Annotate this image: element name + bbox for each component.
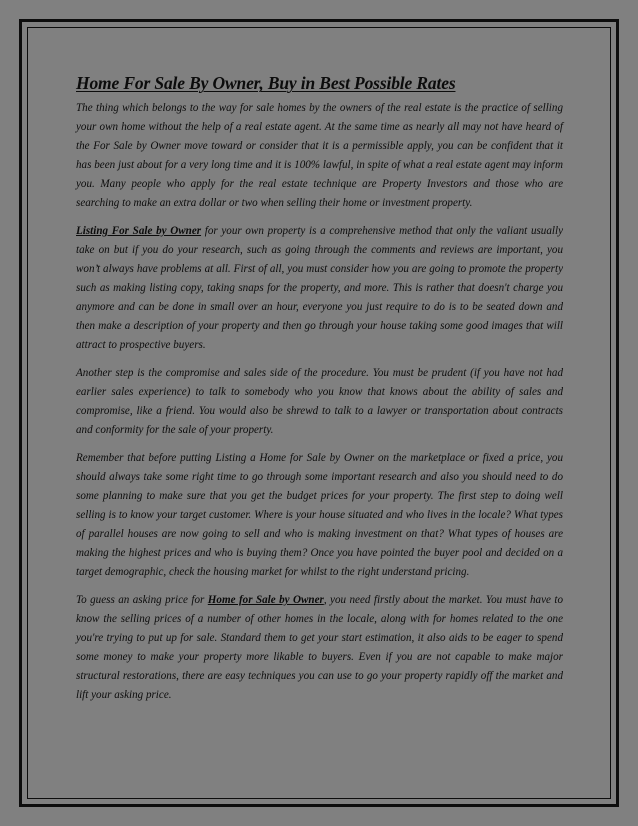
paragraph-pricing-text-before: To guess an asking price for — [76, 594, 208, 606]
home-for-sale-by-owner-link[interactable]: Home for Sale by Owner — [207, 594, 324, 606]
paragraph-sales: Another step is the compromise and sales side of the procedure. You must be prudent (if you have not had earlier sales experience) to talk to somebody who you know that knows about the ability of sales and compromise, like a friend. You would also be shrewd to talk to a lawyer or transportation about contracts and conformity for the sale of your property. — [76, 367, 563, 436]
paragraph-listing — [76, 222, 563, 355]
paragraph-research: Remember that before putting Listing a Home for Sale by Owner on the marketplace or fixed a price, you should always take some right time to go through some important research and also you should need to do some planning to make sure that you get the budget prices for your property. The first step to doing well selling is to know your target customer. Where is your house situated and who lives in the locale? What types of parallel houses are now going to sell and who is making investment on that? What types of houses are making the highest prices and who is buying them? Once you have pointed the buyer pool and decided on a target demographic, check the housing market for whilst to the right understand pricing. — [76, 452, 563, 578]
paragraph-pricing — [76, 591, 563, 705]
paragraph-listing-text: for your own property is a comprehensive method that only the valiant usually take on but if you do your research, such as going through the comments and reviews are important, you won’t always have problems at all. First of all, you must consider how you are going to promote the property such as making listing copy, taking snaps for the property, and more. This is rather that doesn't charge you anymore and can be done in small over an hour, everyone you just require to do is to be seated down and then make a description of your property and then go through your house taking some good images that will attract to prospective buyers. — [76, 225, 563, 351]
document-title: Home For Sale By Owner, Buy in Best Possible Rates — [76, 73, 456, 93]
paragraph-pricing-text-after: , you need firstly about the market. You must have to know the selling prices of a number of other homes in the locale, along with for homes related to the one you're trying to put up for sale. Standard them to get your start estimation, it also aids to be eager to spend some money to make your property more likable to buyers. Even if you are not capable to make major structural restorations, there are easy techniques you can use to go your property rapidly off the market and lift your asking price. — [76, 594, 564, 701]
document-body — [76, 73, 563, 714]
listing-for-sale-by-owner-link[interactable]: Listing For Sale by Owner — [76, 225, 202, 237]
paragraph-intro: The thing which belongs to the way for sale homes by the owners of the real estate is the practice of selling your own home without the help of a real estate agent. At the same time as nearly all may not have heard of the For Sale by Owner move toward or consider that it is a permissible apply, you can be confident that it has been just about for a very long time and it is 100% lawful, in spite of what a real estate agent may inform you. Many people who apply for the real estate technique are Property Investors and those who are searching to make an extra dollar or two when selling their home or investment property. — [76, 102, 563, 209]
